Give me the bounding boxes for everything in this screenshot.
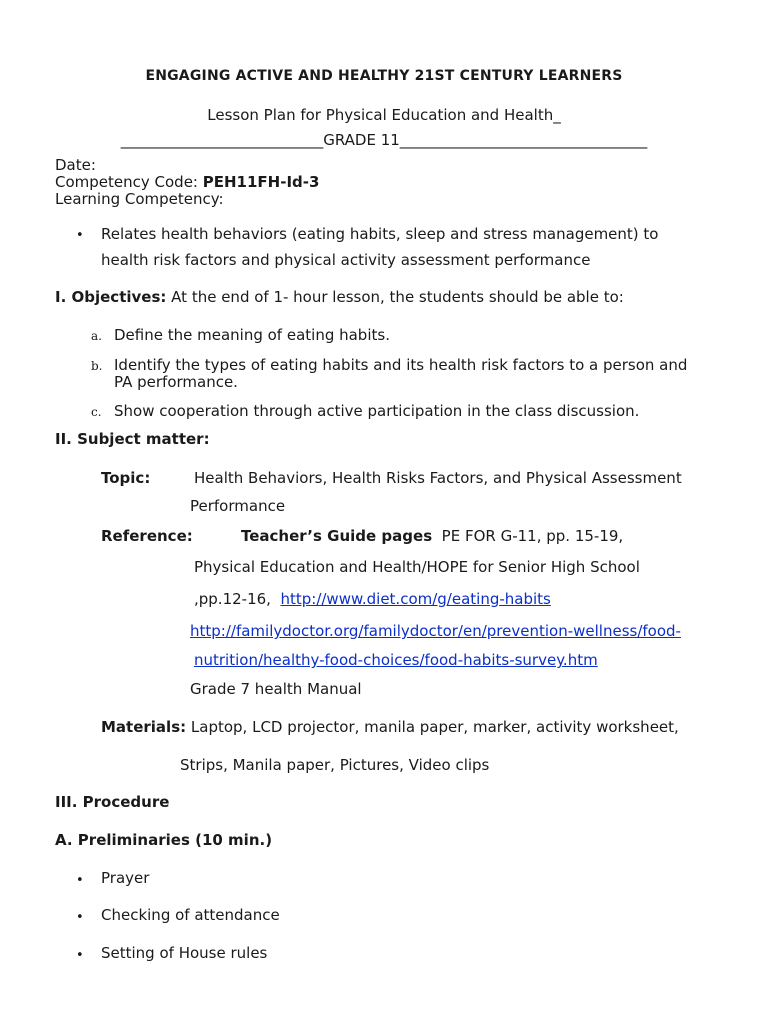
topic-label: Topic: — [101, 469, 151, 487]
reference-pages: PE FOR G-11, pp. 15-19, — [441, 527, 624, 545]
grade-text: GRADE 11 — [323, 131, 400, 149]
competency-code-label: Competency Code: — [55, 173, 198, 191]
preliminary-item-attendance: Checking of attendance — [101, 906, 280, 924]
bullet-icon: • — [76, 910, 84, 925]
materials-list-1: Laptop, LCD projector, manila paper, marker, activity worksheet, — [190, 718, 679, 736]
lesson-plan-subtitle — [0, 106, 768, 124]
objective-marker-b: b. — [91, 359, 103, 373]
objective-b-text-line-1: Identify the types of eating habits and its health risk factors to a person and — [114, 356, 688, 374]
preliminary-item-house-rules: Setting of House rules — [101, 944, 268, 962]
teachers-guide-label: Teacher’s Guide pages — [241, 527, 433, 545]
materials-line-2: Strips, Manila paper, Pictures, Video clips — [180, 756, 490, 774]
preliminary-item-prayer: Prayer — [101, 869, 150, 887]
bullet-icon: • — [76, 948, 84, 963]
learning-competency-line-1: Relates health behaviors (eating habits, sleep and stress management) to — [101, 225, 659, 243]
learning-competency-line-2: health risk factors and physical activity assessment performance — [101, 251, 591, 269]
objective-marker-c: c. — [91, 405, 102, 419]
learning-competency-label: Learning Competency: — [55, 190, 224, 208]
reference-label: Reference: — [101, 527, 193, 545]
objective-marker-a: a. — [91, 329, 102, 343]
reference-pages-2: ,pp.12-16, — [194, 590, 271, 608]
grade-line — [74, 131, 694, 149]
objective-a-text: Define the meaning of eating habits. — [114, 326, 390, 344]
objective-c-text: Show cooperation through active participation in the class discussion. — [114, 402, 640, 420]
reference-manual: Grade 7 health Manual — [190, 680, 362, 698]
objective-b-text-line-2: PA performance. — [114, 373, 238, 391]
reference-line-2: Physical Education and Health/HOPE for Senior High School — [194, 558, 640, 576]
subtitle-text: Lesson Plan for Physical Education and Health — [207, 106, 554, 124]
competency-code-value: PEH11FH-Id-3 — [202, 173, 320, 191]
objectives-line — [55, 288, 624, 306]
bullet-icon: • — [76, 228, 84, 243]
familydoctor-link-line-1[interactable]: http://familydoctor.org/familydoctor/en/prevention-wellness/food- — [190, 622, 681, 640]
reference-line-3 — [194, 590, 551, 608]
subtitle-trail: _ — [553, 106, 561, 124]
topic-line-1: Health Behaviors, Health Risks Factors, and Physical Assessment — [194, 469, 682, 487]
competency-code-line — [55, 173, 319, 191]
grade-lead-rule: ___________________________ — [120, 131, 324, 149]
topic-line-2: Performance — [190, 497, 286, 515]
reference-line-1 — [241, 527, 623, 545]
preliminaries-heading: A. Preliminaries (10 min.) — [55, 831, 273, 849]
objectives-intro: At the end of 1- hour lesson, the students should be able to: — [171, 288, 624, 306]
subject-matter-heading: II. Subject matter: — [55, 430, 210, 448]
objectives-heading: I. Objectives: — [55, 288, 167, 306]
familydoctor-link-line-2[interactable]: nutrition/healthy-food-choices/food-habits-survey.htm — [194, 651, 598, 669]
procedure-heading: III. Procedure — [55, 793, 170, 811]
date-label: Date: — [55, 156, 96, 174]
grade-trail-rule: _________________________________ — [399, 131, 648, 149]
diet-link[interactable]: http://www.diet.com/g/eating-habits — [280, 590, 551, 608]
document-title: ENGAGING ACTIVE AND HEALTHY 21ST CENTURY LEARNERS — [145, 68, 623, 84]
bullet-icon: • — [76, 873, 84, 888]
materials-label: Materials: — [101, 718, 187, 736]
materials-line-1 — [101, 718, 679, 736]
